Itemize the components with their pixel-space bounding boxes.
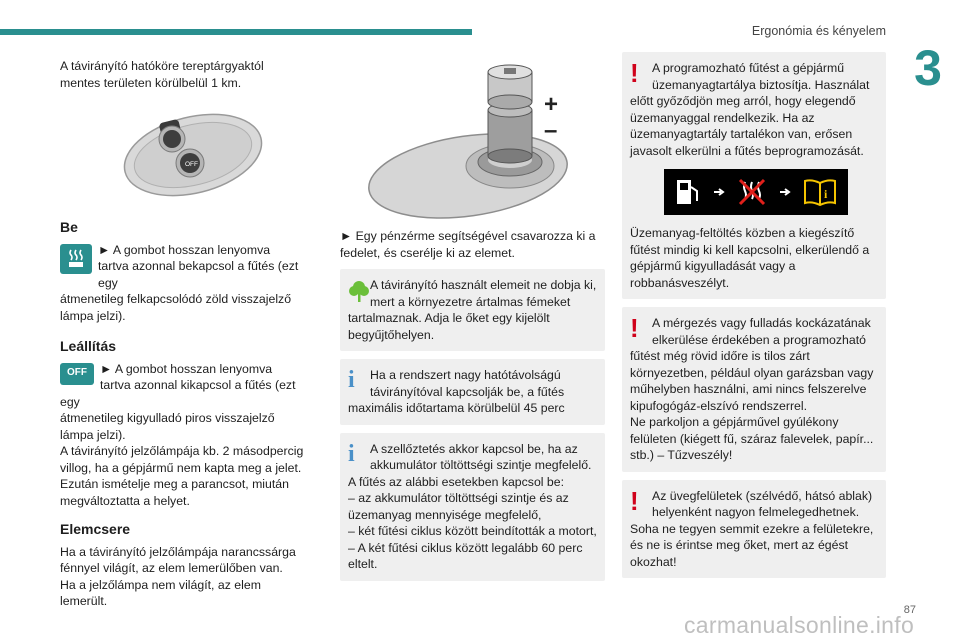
warning-box-fuel: ! A programozható fűtést a gépjármű üzemanyagtartálya biztosítja. Használat előtt győződjön meg arról, hogy elegendő üzemanyaggal rendelkezik. Ha az üzemanyagtartály tartalékon van, erősen javasolt elkerülni a fűtés beprogramozását. i Üzemanyag-feltöltés közben a kiegészítő fűtést mindig ki kell kapcsolni, elkerülendő a gépjármű kigyulladását vagy a robbanásveszélyt. — [622, 52, 886, 299]
refuel-no-heating-pictogram — [664, 169, 848, 215]
remote-control-illustration — [118, 105, 304, 213]
section-title-elemcsere: Elemcsere — [60, 521, 131, 537]
column-middle — [340, 58, 605, 581]
heating-on-icon — [60, 244, 92, 274]
elemcsere-text: Ha a távirányító jelzőlámpája narancssárga fénnyel világít, az elem lemerülőben van. — [60, 544, 296, 575]
svg-text:i: i — [824, 187, 828, 201]
battery-compartment-illustration — [350, 58, 605, 222]
info-icon: i — [348, 440, 355, 467]
arrow-right-icon — [713, 186, 725, 198]
warning-icon: ! — [630, 58, 639, 88]
remote-off-label: OFF — [185, 161, 198, 168]
manual-info-icon — [802, 177, 838, 207]
battery-minus-sign: – — [544, 117, 558, 144]
eco-tree-icon — [348, 279, 370, 308]
range-intro: A távirányító hatóköre tereptárgyaktól mentes területen körülbelül 1 km. — [60, 59, 264, 90]
header-accent-bar — [0, 29, 472, 35]
off-icon: OFF — [60, 363, 94, 385]
column-right — [622, 52, 886, 578]
battery-plus-sign: + — [544, 91, 559, 118]
info-note-box-ventilation: i A szellőztetés akkor kapcsol be, ha az akkumulátor töltöttségi szintje megfelelő. A fűtés az alábbi esetekben kapcsol be: – az akkumulátor töltöttségi szintje és az üzemanyag mennyisége megfelelő, – két fűtési ciklus között beindították a motort, – A két fűtési ciklus között legalább 60 perc eltelt. — [340, 433, 605, 581]
info-note-box-range: i Ha a rendszert nagy hatótávolságú távirányítóval kapcsolják be, a fűtés maximális időtartama körülbelül 45 perc — [340, 359, 605, 425]
warning-icon: ! — [630, 313, 639, 343]
warning-box-glass: ! Az üvegfelületek (szélvédő, hátsó ablak) helyenként nagyon felmelegedhetnek. Soha ne tegyen semmit ezekre a felületekre, és ne is érintse meg őket, mert az égést okozhat! — [622, 480, 886, 579]
chapter-number: 3 — [896, 42, 960, 94]
leallitas-paragraph: OFF ► A gombot hosszan lenyomva tartva azonnal kikapcsol a fűtés (ezt egy átmenetileg kigyulladó piros visszajelző lámpa jelzi). A távirányító jelzőlámpája kb. 2 másodpercig villog, ha a gépjármű nem kapta meg a jelet. Ezután ismételje meg a parancsot, miután megváltoztatta a helyet. — [60, 361, 304, 508]
elemcsere-text-2: Ha a jelzőlámpa nem világít, az elem lemerült. — [60, 577, 261, 608]
watermark: carmanualsonline.info — [684, 612, 915, 638]
page-header-title: Ergonómia és kényelem — [751, 24, 886, 38]
battery-compartment-icon — [350, 58, 580, 222]
section-title-leallitas: Leállítás — [60, 338, 117, 354]
section-title-be: Be — [60, 219, 78, 235]
heating-crossed-icon — [737, 177, 767, 207]
eco-note-box: A távirányító használt elemeit ne dobja ki, mert a környezetre ártalmas fémeket tartalmaznak. Adja le őket egy kijelölt begyűjtőhelyen. — [340, 269, 605, 351]
arrow-right-icon — [779, 186, 791, 198]
info-icon: i — [348, 367, 355, 393]
battery-step: ► Egy pénzérme segítségével csavarozza ki a fedelet, és cserélje ki az elemet. — [340, 229, 596, 260]
warning-box-poisoning: ! A mérgezés vagy fulladás kockázatának elkerülése érdekében a programozható fűtést még rövid időre is tilos zárt környezetben, például olyan garázsban vagy műhelyben használni, ami nincs felszerelve kipufogógáz-elszívó rendszerrel. Ne parkoljon a gépjárművel gyúlékony felületen (kiégett fű, száraz falevelek, papír... stb.) – Tűzveszély! — [622, 307, 886, 472]
page-number: 87 — [903, 604, 916, 616]
remote-control-icon — [118, 105, 268, 209]
be-paragraph: ► A gombot hosszan lenyomva tartva azonnal bekapcsol a fűtés (ezt egy átmenetileg felkapcsolódó zöld visszajelző lámpa jelzi). — [60, 242, 299, 323]
fuel-pump-icon — [674, 177, 702, 207]
column-left — [60, 58, 304, 610]
warning-icon: ! — [630, 485, 639, 516]
